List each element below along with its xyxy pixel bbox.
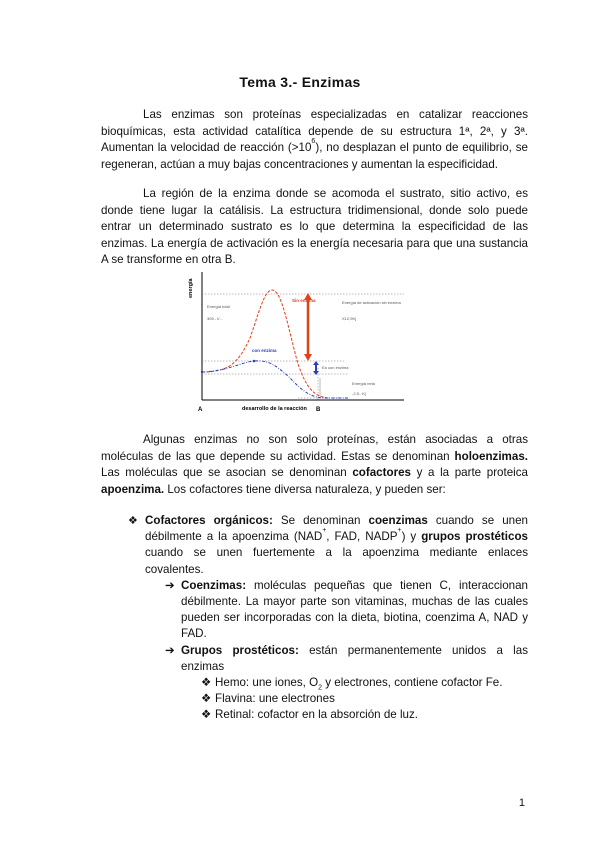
- list-item-coenzimas: ➔ Coenzimas: moléculas pequeñas que tienen C, interaccionan débilmente. La mayor parte son vitaminas, muchas de las cuales pueden ser incorporadas con la dieta, biotina, coenzima A, NAD y FAD.: [165, 578, 528, 641]
- label-ea-sin-val: X12,9Kj: [342, 316, 357, 321]
- arrow-bullet-icon: ➔: [165, 578, 175, 592]
- label-sin-enzima: Sin enzima: [292, 298, 316, 303]
- label-con-enzima: con enzima: [252, 348, 277, 353]
- list-item-retinal: ❖ Retinal: cofactor en la absorción de luz.: [201, 707, 528, 723]
- cofactor-list: [128, 513, 528, 724]
- label-ea-sin: Energía de activación sin enzima: [342, 300, 401, 305]
- label-a: A: [198, 407, 203, 413]
- list-item-hemo: ❖ Hemo: une iones, $O_2$ y electrones, contiene cofactor Fe.: [201, 676, 503, 692]
- label-ea-con: Ea con enzima: [322, 365, 349, 370]
- y-axis-label: energía: [188, 278, 194, 298]
- label-energia-total-val: 305 - t/...: [207, 316, 223, 321]
- arrow-bullet-icon: ➔: [165, 643, 175, 657]
- label-energia-neta-val: -2,5...Kj: [352, 391, 366, 396]
- list-item-organic-cofactors: ❖ Cofactores orgánicos: Se denominan coenzimas cuando se unen débilmente a la apoenzima (NAD+, FAD, NADP+) y grupos prostéticos cuando se unen fuertemente a la apoenzima mediante enlaces covalentes.: [128, 514, 528, 576]
- arrow-ea-sin-head-bottom: [304, 354, 312, 361]
- diamond-bullet-icon: ❖: [201, 708, 212, 722]
- marker-peak: [253, 360, 256, 363]
- page-title: Tema 3.- Enzimas: [239, 74, 361, 90]
- paragraph-intro: Las enzimas son proteínas especializadas en catalizar reacciones bioquímicas, esta actividad catalítica depende de su estructura 1ª, 2ª, y 3ª. Aumentan la velocidad de reacción $(>10^6)$, no desplazan el punto de equilibrio, se regeneran, actúan a muy bajas concentraciones y aumentan la especificidad.: [101, 108, 528, 171]
- label-b: B: [316, 407, 321, 413]
- arrow-ea-con-head-top: [313, 361, 319, 365]
- diamond-bullet-icon: ❖: [128, 515, 138, 527]
- diamond-bullet-icon: ❖: [201, 692, 212, 706]
- list-item-grupos-prosteticos: ➔ Grupos prostéticos: están permanentemente unidos a las enzimas ❖ Hemo: une iones, $O_2$ y electrones, contiene cofactor Fe. ❖ Flavina: une electrones ❖ Retinal: cofactor en la absorción de luz.: [165, 643, 528, 724]
- diamond-bullet-icon: ❖: [201, 676, 212, 690]
- page-number: 1: [518, 797, 525, 809]
- paragraph-cofactors: Algunas enzimas no son solo proteínas, están asociadas a otras moléculas de las que depende su actividad. Estas se denominan holoenzimas. Las moléculas que se asocian se denominan cofactores y a la parte proteica apoenzima. Los cofactores tiene diversa naturaleza, y pueden ser:: [101, 433, 528, 496]
- x-axis-label: desarrollo de la reacción: [242, 406, 307, 412]
- paragraph-active-site: La región de la enzima donde se acomoda el sustrato, sitio activo, es donde tiene lugar la catálisis. La estructura tridimensional, donde solo puede entrar un determinado sustrato es lo que determina la especificidad de las enzimas. La energía de activación es la energía necesaria para que una sustancia A se transforme en otra B.: [101, 187, 528, 266]
- list-item-flavina: ❖ Flavina: une electrones: [201, 691, 528, 707]
- energy-diagram: [188, 268, 408, 416]
- label-energia-neta: Energía neta: [352, 381, 375, 386]
- marker-a: [201, 371, 203, 373]
- label-energia-total: Energía total: [207, 304, 230, 309]
